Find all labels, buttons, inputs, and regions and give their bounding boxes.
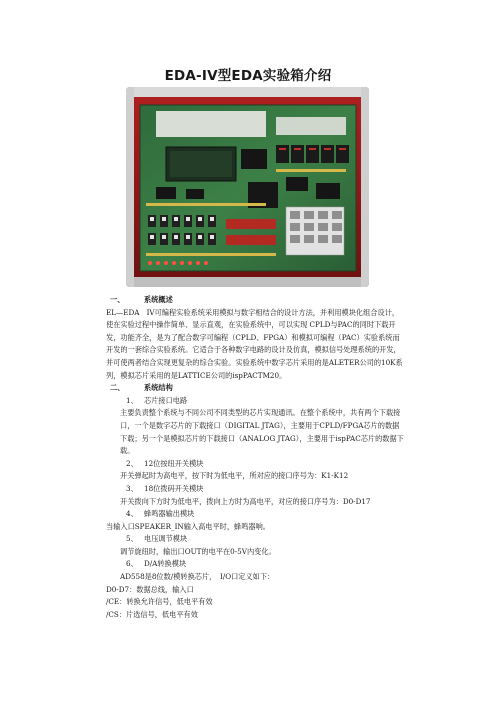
item-number: 3、 [126, 483, 138, 493]
item-heading [106, 395, 406, 408]
item-number: 6、 [126, 559, 138, 569]
item-title: 12位按纽开关模块 [144, 458, 204, 468]
board-photo-icon [126, 87, 369, 287]
board-photo [126, 87, 369, 287]
item-title: D/A转换模块 [144, 559, 187, 569]
item-title: 蜂鸣器输出模块 [144, 509, 195, 519]
section-title: 系统结构 [144, 383, 173, 393]
item-paragraph: 调节旋纽时，输出口OUT的电平在0-5V内变化。 [120, 546, 276, 556]
item-paragraph: 主要负责整个系统与不同公司不同类型的芯片实现通讯。在整个系统中，共有两个下载接口，一个是数字芯片的下载接口（DIGITAL JTAG），主要用于CPLD/FPGA芯片的数据下载；另一个是模拟芯片的下载接口（ANALOG JTAG），主要用于ispPAC芯片的数据下载。 [120, 408, 404, 456]
io-def-line: /CS：片选信号，低电平有效 [106, 609, 198, 619]
item-title: 芯片接口电路 [144, 395, 188, 405]
section-title: 系统概述 [144, 295, 173, 304]
document-title: EDA-IV型EDA实验箱介绍 [164, 68, 332, 84]
document-body [106, 294, 406, 621]
section-number: 一、 [110, 295, 125, 304]
item-heading [106, 458, 406, 471]
item-number: 5、 [126, 534, 138, 544]
item-heading [106, 558, 406, 571]
item-heading [106, 533, 406, 546]
item-title: 18位拨码开关模块 [144, 483, 204, 493]
item-heading [106, 483, 406, 496]
item-number: 2、 [126, 458, 138, 468]
item-title: 电压调节模块 [144, 534, 188, 544]
item-paragraph: 开关弹起时为高电平，按下时为低电平，所对应的接口序号为：K1-K12 [120, 471, 349, 481]
section-number: 二、 [110, 383, 125, 393]
overview-paragraph: EL—EDA IV可编程实验系统采用模拟与数字相结合的设计方法，并利用模块化组合设计，使在实验过程中操作简单、显示直观，在实验系统中，可以实现 CPLD与PAC的同时下载开发，功能齐全，是为了配合数字可编程（CPLD、FPGA）和模拟可编程（PAC）实验系统而开发的一套综合实验系统。它适合于各种数字电路的设计及仿真，模拟信号处理系统的开发，并可使两者结合实现更复杂的综合实验。实验系统中数字芯片采用的是ALETER公司的10K系列，模拟芯片采用的是LATTICE公司的ispPACTM20。 [106, 307, 403, 380]
section-overview-heading [106, 294, 406, 307]
io-def-line: /CE：转换允许信号，低电平有效 [106, 597, 213, 607]
section-structure-heading [106, 382, 406, 395]
item-number: 4、 [126, 509, 138, 519]
item-heading [106, 508, 406, 521]
item-paragraph: AD558是8位数/模转换芯片， I/O口定义如下： [120, 572, 275, 582]
item-number: 1、 [126, 395, 138, 405]
item-paragraph: 开关拨向下方时为低电平，拨向上方时为高电平，对应的接口序号为：D0-D17 [120, 496, 371, 506]
io-def-line: D0-D7：数据总线，输入口 [106, 584, 194, 594]
item-paragraph: 当输入口SPEAKER_IN输入高电平时，蜂鸣器响。 [106, 521, 270, 531]
